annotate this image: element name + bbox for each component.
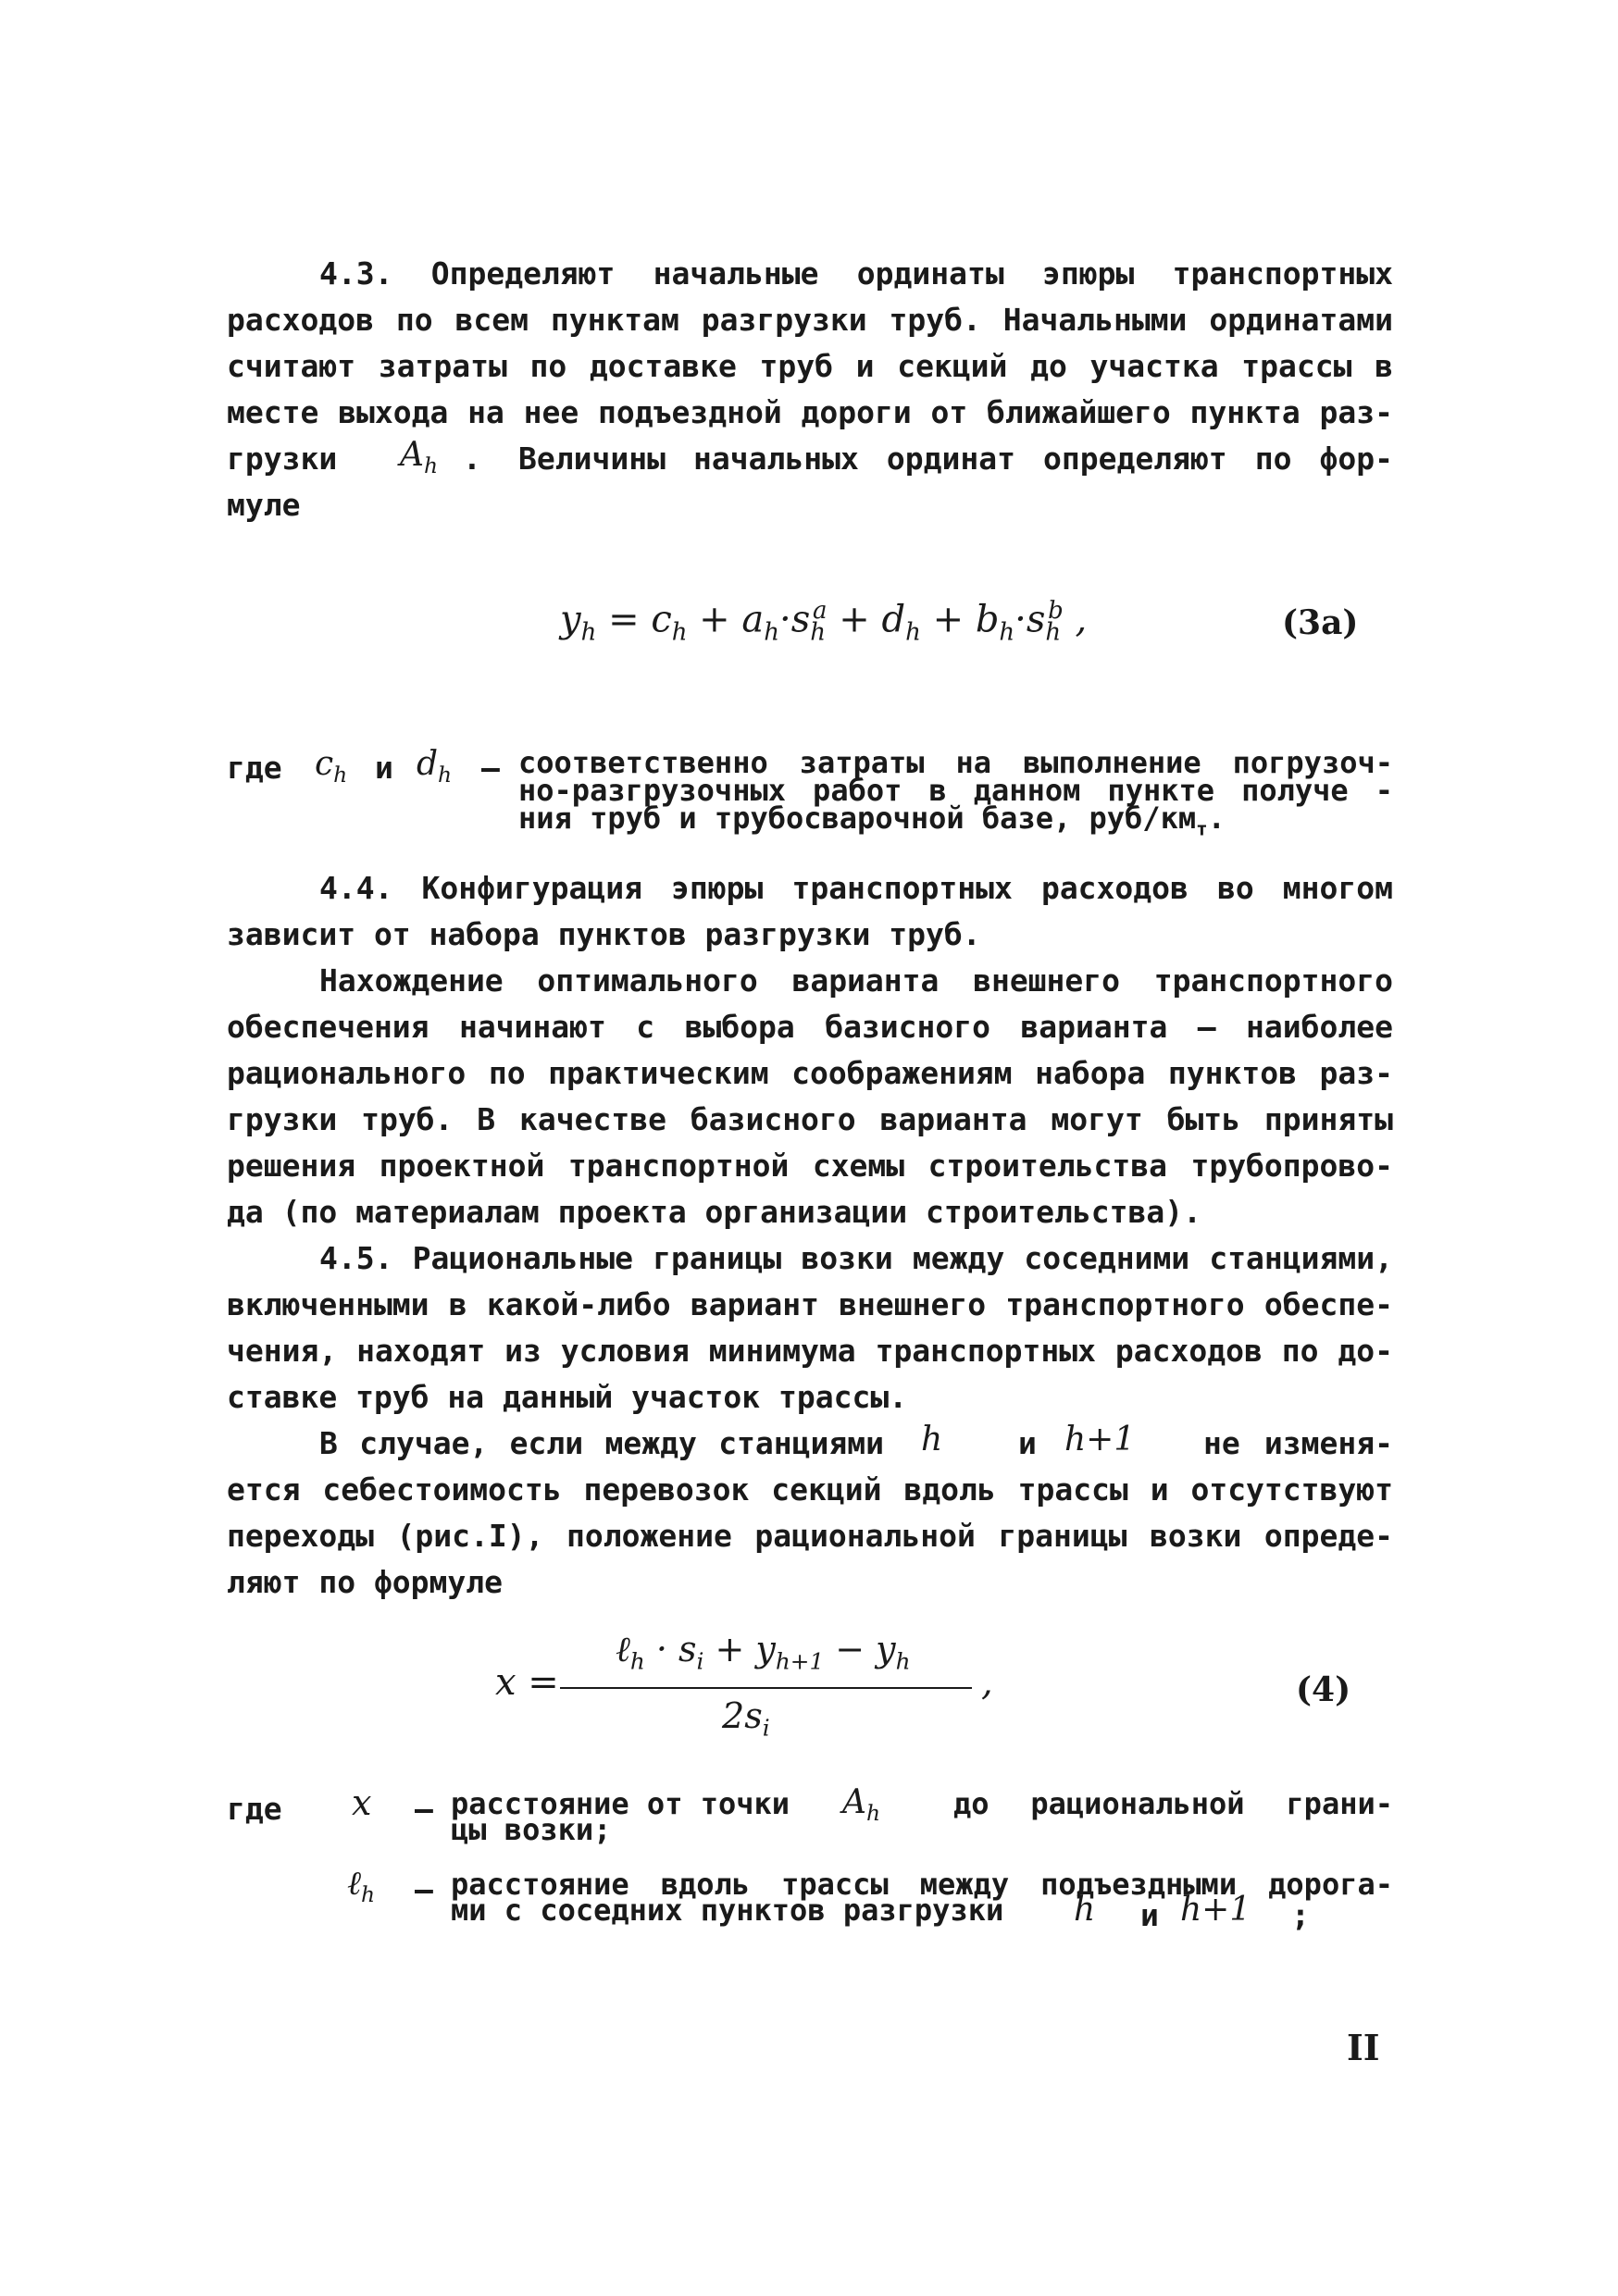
where-desc-3a-line-2: но-разгрузочных работ в данном пункте получе - bbox=[518, 773, 1393, 808]
where-x-desc-c: цы возки; bbox=[451, 1812, 612, 1847]
symbol-a-h-where: $A_h$ bbox=[842, 1783, 881, 1827]
where-x-desc-a: расстояние от точки bbox=[451, 1786, 790, 1821]
para-4-5-line-2: включенными в какой-либо вариант внешнего транспортного обеспе- bbox=[227, 1286, 1393, 1322]
symbol-x: x bbox=[352, 1782, 372, 1823]
where-label-4: где bbox=[227, 1791, 282, 1827]
para-opt-line-3: рационального по практическим соображениям набора пунктов раз- bbox=[227, 1055, 1393, 1091]
where-and-3a: и bbox=[375, 750, 393, 786]
where-label-3a: где bbox=[227, 750, 282, 786]
para-4-3-line-1: 4.3. Определяют начальные ординаты эпюры транспортных bbox=[319, 255, 1393, 292]
symbol-d-h: $d_h$ bbox=[417, 745, 453, 788]
para-4-5-line-4: ставке труб на данный участок трассы. bbox=[227, 1379, 908, 1415]
symbol-h-plus-1: h+1 bbox=[1064, 1421, 1136, 1458]
para-4-3-line-4: месте выхода на нее подъездной дороги от ближайшего пункта раз- bbox=[227, 394, 1393, 430]
symbol-h: h bbox=[921, 1421, 943, 1458]
para-4-3-line-2: расходов по всем пунктам разгрузки труб. Начальными ординатами bbox=[227, 302, 1393, 338]
para-case-line-1b: не изменя- bbox=[1203, 1425, 1393, 1461]
where-l-desc-a: расстояние вдоль трассы между подъездными дорога- bbox=[451, 1867, 1393, 1902]
para-4-5-line-3: чения, находят из условия минимума транспортных расходов по до- bbox=[227, 1333, 1393, 1369]
para-4-3-line-3: считают затраты по доставке труб и секций до участка трассы в bbox=[227, 348, 1393, 384]
where-dash-x: – bbox=[415, 1791, 433, 1827]
formula-4-denominator: $2s_i$ bbox=[722, 1695, 770, 1742]
para-4-4-line-2: зависит от набора пунктов разгрузки труб. bbox=[227, 916, 981, 952]
para-4-3-dot: . bbox=[463, 441, 481, 477]
formula-3a: $y_h = c_h + a_h\cdot s_h^a + d_h + b_h\cdot s_h^b$ , bbox=[560, 597, 1088, 647]
para-4-5-line-1: 4.5. Рациональные границы возки между соседними станциями, bbox=[319, 1240, 1393, 1276]
where-dash-3a: – bbox=[481, 750, 500, 786]
formula-4-fraction-bar bbox=[560, 1687, 972, 1689]
where-l-desc-b: ми с соседних пунктов разгрузки bbox=[451, 1893, 1004, 1928]
where-l-and: и bbox=[1140, 1897, 1159, 1933]
where-desc-3a-line-1: соответственно затраты на выполнение погрузоч- bbox=[518, 745, 1393, 780]
equation-number-3a: (3а) bbox=[1282, 603, 1359, 642]
para-4-3-line-6: муле bbox=[227, 487, 301, 523]
formula-4-comma: , bbox=[981, 1661, 993, 1704]
formula-4-numerator: ℓ$_h$ · $s_i + y_{h+1} - y_h$ bbox=[616, 1629, 911, 1675]
para-case-line-3: переходы (рис.I), положение рациональной границы возки опреде- bbox=[227, 1518, 1393, 1554]
where-x-desc-b: до рациональной грани- bbox=[953, 1786, 1393, 1821]
para-opt-line-4: грузки труб. В качестве базисного варианта могут быть приняты bbox=[227, 1101, 1393, 1137]
where-l-end: ; bbox=[1291, 1897, 1310, 1933]
symbol-c-h: $c_h$ bbox=[315, 745, 348, 788]
para-opt-line-6: да (по материалам проекта организации строительства). bbox=[227, 1194, 1201, 1230]
equation-number-4: (4) bbox=[1296, 1670, 1351, 1709]
page-number: II bbox=[1347, 2027, 1380, 2068]
para-4-3-line-5b: Величины начальных ординат определяют по фор- bbox=[518, 441, 1393, 477]
para-4-3-line-5a: грузки bbox=[227, 441, 338, 477]
para-case-line-4: ляют по формуле bbox=[227, 1564, 504, 1600]
where-desc-3a-line-3: ния труб и трубосварочной базе, руб/$км_т$. bbox=[518, 800, 1226, 840]
para-4-4-line-1: 4.4. Конфигурация эпюры транспортных расходов во многом bbox=[319, 870, 1393, 906]
symbol-a-h: $A_h$ bbox=[400, 436, 439, 479]
para-case-and: и bbox=[1018, 1425, 1037, 1461]
symbol-h-plus-1-where: h+1 bbox=[1180, 1891, 1251, 1929]
para-opt-line-5: решения проектной транспортной схемы строительства трубопрово- bbox=[227, 1148, 1393, 1184]
where-dash-l: – bbox=[415, 1871, 433, 1907]
formula-4-lhs: x = bbox=[495, 1661, 559, 1704]
para-case-line-1a: В случае, если между станциями bbox=[319, 1425, 884, 1461]
symbol-l-h: ℓ$_h$ bbox=[347, 1865, 376, 1908]
symbol-h-where: h bbox=[1074, 1891, 1096, 1929]
para-opt-line-2: обеспечения начинают с выбора базисного варианта – наиболее bbox=[227, 1009, 1393, 1045]
para-case-line-2: ется себестоимость перевозок секций вдоль трассы и отсутствуют bbox=[227, 1471, 1393, 1508]
para-opt-line-1: Нахождение оптимального варианта внешнего транспортного bbox=[319, 962, 1393, 999]
